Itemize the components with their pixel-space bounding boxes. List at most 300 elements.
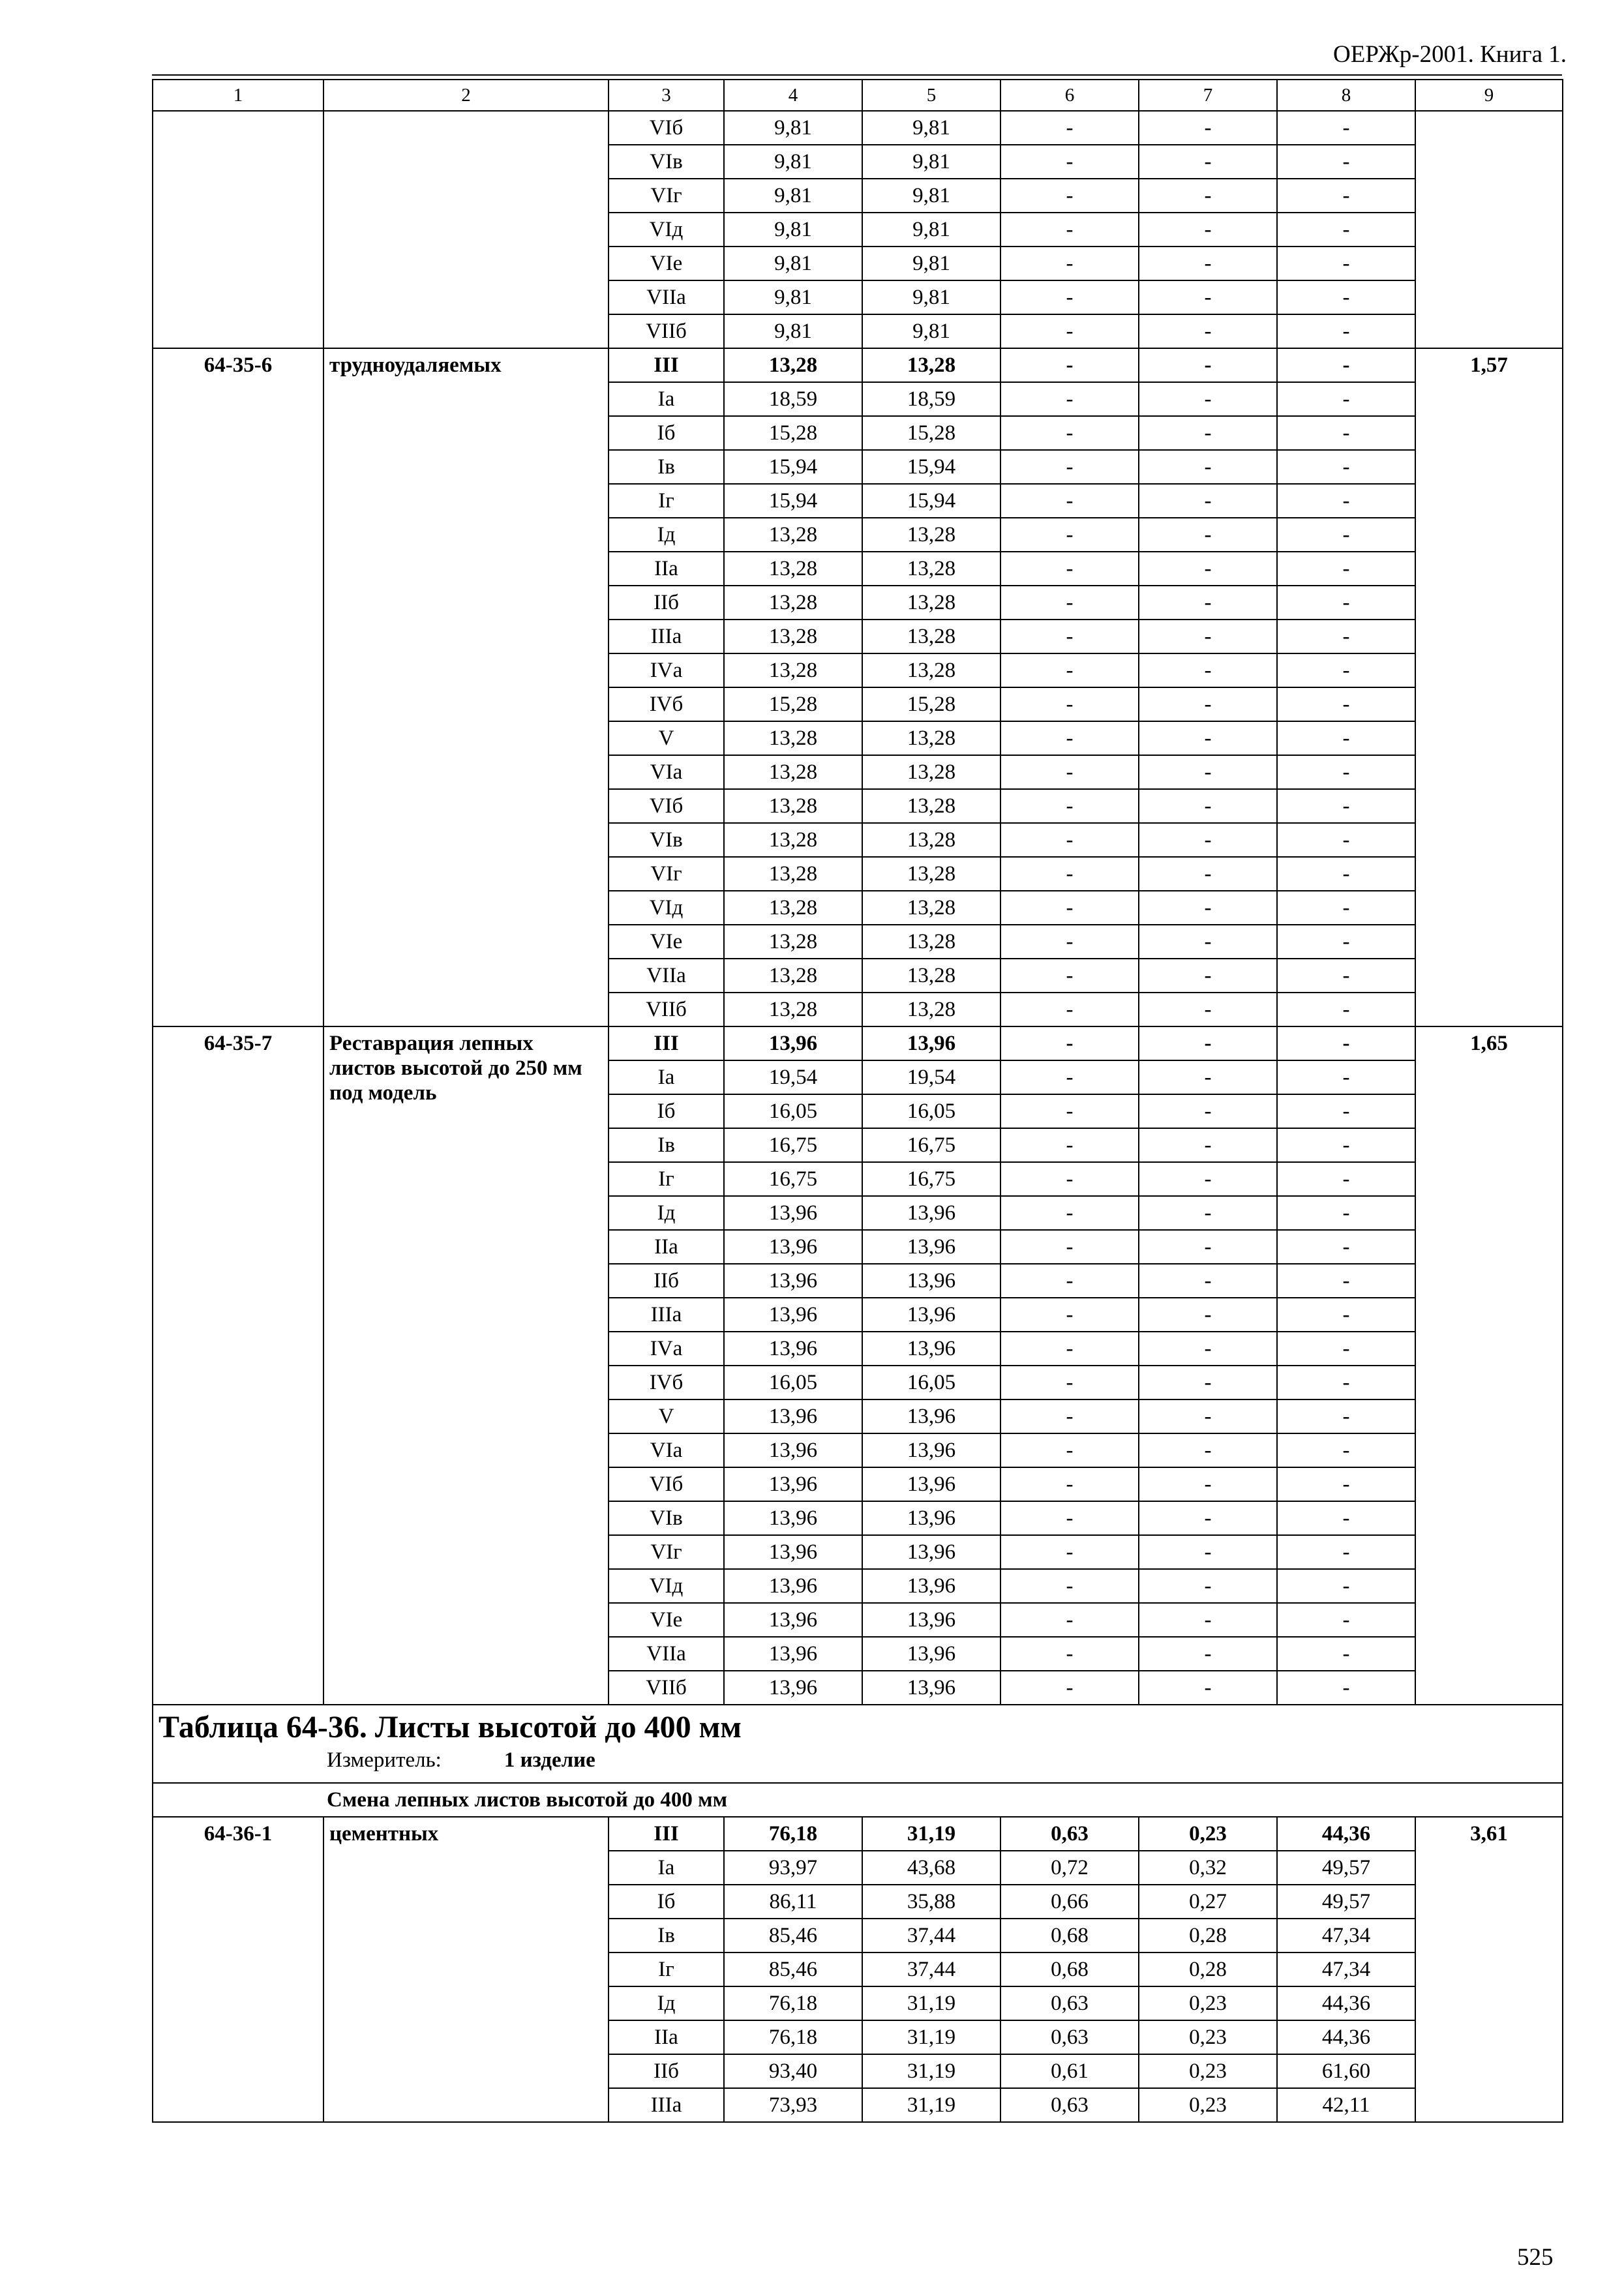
operator-wage-cell: - <box>1139 314 1277 348</box>
labor-cost-cell: 13,96 <box>862 1535 1000 1569</box>
labor-cost-cell: 9,81 <box>862 213 1000 247</box>
operator-wage-cell: - <box>1139 213 1277 247</box>
labor-cost-cell: 35,88 <box>862 1885 1000 1919</box>
table-heading-row <box>153 1705 1563 1783</box>
labor-cost-cell: 13,28 <box>862 925 1000 959</box>
total-cost-cell: 9,81 <box>724 314 862 348</box>
measure-value: 1 изделие <box>504 1748 595 1772</box>
total-cost-cell: 13,28 <box>724 891 862 925</box>
labor-cost-cell: 16,75 <box>862 1128 1000 1162</box>
labor-cost-cell: 13,96 <box>862 1467 1000 1501</box>
materials-cost-cell: - <box>1277 1298 1415 1332</box>
labor-cost-cell: 13,28 <box>862 755 1000 789</box>
machine-cost-cell: - <box>1000 179 1139 213</box>
total-cost-cell: 9,81 <box>724 111 862 145</box>
operator-wage-cell: 0,32 <box>1139 1851 1277 1885</box>
column-number-7: 7 <box>1139 80 1277 111</box>
total-cost-cell: 13,28 <box>724 925 862 959</box>
total-cost-cell: 13,96 <box>724 1603 862 1637</box>
total-cost-cell: 9,81 <box>724 213 862 247</box>
labor-cost-cell: 9,81 <box>862 314 1000 348</box>
operator-wage-cell: 0,27 <box>1139 1885 1277 1919</box>
machine-cost-cell: - <box>1000 1501 1139 1535</box>
machine-cost-cell: - <box>1000 823 1139 857</box>
total-cost-cell: 13,28 <box>724 620 862 653</box>
operator-wage-cell: - <box>1139 416 1277 450</box>
operator-wage-cell: - <box>1139 823 1277 857</box>
materials-cost-cell: - <box>1277 1637 1415 1671</box>
operator-wage-cell: - <box>1139 1671 1277 1705</box>
labor-cost-cell: 43,68 <box>862 1851 1000 1885</box>
operator-wage-cell: - <box>1139 1366 1277 1399</box>
materials-cost-cell: - <box>1277 111 1415 145</box>
zone-cell: VIIб <box>609 314 724 348</box>
labor-cost-cell: 9,81 <box>862 111 1000 145</box>
labor-cost-cell: 31,19 <box>862 2088 1000 2122</box>
operator-wage-cell: - <box>1139 1298 1277 1332</box>
materials-cost-cell: - <box>1277 179 1415 213</box>
labor-cost-cell: 15,94 <box>862 484 1000 518</box>
zone-cell: VIIа <box>609 280 724 314</box>
section-heading-row <box>153 1783 1563 1817</box>
labor-cost-cell: 13,96 <box>862 1026 1000 1060</box>
labor-cost-cell: 13,96 <box>862 1671 1000 1705</box>
operator-wage-cell: - <box>1139 179 1277 213</box>
machine-cost-cell: - <box>1000 891 1139 925</box>
materials-cost-cell: - <box>1277 1196 1415 1230</box>
zone-cell: VIIб <box>609 993 724 1026</box>
materials-cost-cell: - <box>1277 1094 1415 1128</box>
operator-wage-cell: - <box>1139 1264 1277 1298</box>
labor-cost-cell: 37,44 <box>862 1919 1000 1952</box>
materials-cost-cell: - <box>1277 280 1415 314</box>
total-cost-cell: 13,28 <box>724 993 862 1026</box>
operator-wage-cell: - <box>1139 586 1277 620</box>
operator-wage-cell: - <box>1139 1399 1277 1433</box>
measure-label: Измеритель: <box>327 1748 442 1772</box>
work-description: цементных <box>323 1817 609 2122</box>
machine-cost-cell: - <box>1000 755 1139 789</box>
zone-cell: VIе <box>609 1603 724 1637</box>
labor-cost-cell: 13,28 <box>862 721 1000 755</box>
materials-cost-cell: - <box>1277 450 1415 484</box>
materials-cost-cell: 44,36 <box>1277 2020 1415 2054</box>
operator-wage-cell: - <box>1139 1162 1277 1196</box>
operator-wage-cell: - <box>1139 1467 1277 1501</box>
operator-wage-cell: - <box>1139 1230 1277 1264</box>
operator-wage-cell: - <box>1139 755 1277 789</box>
machine-cost-cell: - <box>1000 789 1139 823</box>
operator-wage-cell: 0,23 <box>1139 1817 1277 1851</box>
zone-cell: Iа <box>609 1060 724 1094</box>
total-cost-cell: 13,96 <box>724 1298 862 1332</box>
machine-cost-cell: - <box>1000 1569 1139 1603</box>
materials-cost-cell: 47,34 <box>1277 1919 1415 1952</box>
operator-wage-cell: 0,23 <box>1139 1986 1277 2020</box>
machine-cost-cell: - <box>1000 1162 1139 1196</box>
machine-cost-cell: - <box>1000 416 1139 450</box>
operator-wage-cell: - <box>1139 993 1277 1026</box>
labor-cost-cell: 9,81 <box>862 280 1000 314</box>
book-title: ОЕРЖр-2001. Книга 1. <box>1333 41 1567 68</box>
machine-cost-cell: - <box>1000 111 1139 145</box>
total-cost-cell: 13,96 <box>724 1433 862 1467</box>
labor-cost-cell: 13,28 <box>862 620 1000 653</box>
labor-cost-cell: 16,75 <box>862 1162 1000 1196</box>
zone-cell: Iд <box>609 1986 724 2020</box>
materials-cost-cell: - <box>1277 1026 1415 1060</box>
zone-cell: IVа <box>609 1332 724 1366</box>
labor-hours-cell: 1,65 <box>1415 1026 1563 1705</box>
zone-cell: VIа <box>609 755 724 789</box>
total-cost-cell: 13,96 <box>724 1230 862 1264</box>
operator-wage-cell: 0,23 <box>1139 2054 1277 2088</box>
zone-cell: VIе <box>609 925 724 959</box>
operator-wage-cell: - <box>1139 620 1277 653</box>
labor-cost-cell: 13,96 <box>862 1569 1000 1603</box>
column-number-9: 9 <box>1415 80 1563 111</box>
machine-cost-cell: - <box>1000 1366 1139 1399</box>
zone-cell: VIб <box>609 789 724 823</box>
machine-cost-cell: - <box>1000 653 1139 687</box>
operator-wage-cell: 0,28 <box>1139 1952 1277 1986</box>
operator-wage-cell: - <box>1139 1603 1277 1637</box>
zone-cell: Iв <box>609 1128 724 1162</box>
labor-cost-cell: 13,28 <box>862 823 1000 857</box>
operator-wage-cell: - <box>1139 1433 1277 1467</box>
total-cost-cell: 13,28 <box>724 653 862 687</box>
labor-cost-cell: 13,96 <box>862 1433 1000 1467</box>
total-cost-cell: 16,05 <box>724 1094 862 1128</box>
operator-wage-cell: - <box>1139 382 1277 416</box>
machine-cost-cell: - <box>1000 1196 1139 1230</box>
operator-wage-cell: - <box>1139 1332 1277 1366</box>
work-description <box>323 111 609 348</box>
zone-cell: VIе <box>609 247 724 280</box>
zone-cell: VIб <box>609 111 724 145</box>
zone-cell: Iв <box>609 1919 724 1952</box>
column-number-5: 5 <box>862 80 1000 111</box>
operator-wage-cell: - <box>1139 857 1277 891</box>
machine-cost-cell: - <box>1000 484 1139 518</box>
materials-cost-cell: 49,57 <box>1277 1851 1415 1885</box>
work-description: трудноудаляемых <box>323 348 609 1026</box>
total-cost-cell: 13,28 <box>724 518 862 552</box>
machine-cost-cell: - <box>1000 1332 1139 1366</box>
zone-cell: Iа <box>609 1851 724 1885</box>
zone-cell: III <box>609 348 724 382</box>
machine-cost-cell: - <box>1000 1399 1139 1433</box>
zone-cell: III <box>609 1817 724 1851</box>
machine-cost-cell: - <box>1000 721 1139 755</box>
materials-cost-cell: - <box>1277 789 1415 823</box>
operator-wage-cell: - <box>1139 1535 1277 1569</box>
total-cost-cell: 13,28 <box>724 789 862 823</box>
materials-cost-cell: - <box>1277 687 1415 721</box>
materials-cost-cell: - <box>1277 925 1415 959</box>
materials-cost-cell: - <box>1277 586 1415 620</box>
machine-cost-cell: - <box>1000 382 1139 416</box>
operator-wage-cell: 0,23 <box>1139 2020 1277 2054</box>
operator-wage-cell: - <box>1139 247 1277 280</box>
total-cost-cell: 93,97 <box>724 1851 862 1885</box>
machine-cost-cell: - <box>1000 145 1139 179</box>
labor-cost-cell: 15,94 <box>862 450 1000 484</box>
operator-wage-cell: - <box>1139 145 1277 179</box>
total-cost-cell: 13,96 <box>724 1535 862 1569</box>
materials-cost-cell: - <box>1277 348 1415 382</box>
operator-wage-cell: - <box>1139 653 1277 687</box>
zone-cell: IVа <box>609 653 724 687</box>
operator-wage-cell: - <box>1139 450 1277 484</box>
zone-cell: Iг <box>609 484 724 518</box>
materials-cost-cell: 61,60 <box>1277 2054 1415 2088</box>
labor-cost-cell: 16,05 <box>862 1094 1000 1128</box>
materials-cost-cell: - <box>1277 484 1415 518</box>
machine-cost-cell: - <box>1000 1603 1139 1637</box>
zone-cell: Iд <box>609 518 724 552</box>
materials-cost-cell: - <box>1277 518 1415 552</box>
total-cost-cell: 13,28 <box>724 755 862 789</box>
zone-cell: IIIа <box>609 2088 724 2122</box>
materials-cost-cell: - <box>1277 1366 1415 1399</box>
labor-cost-cell: 9,81 <box>862 179 1000 213</box>
labor-hours-cell <box>1415 111 1563 348</box>
page-number: 525 <box>1517 2244 1554 2271</box>
zone-cell: III <box>609 1026 724 1060</box>
rates-table <box>152 79 1563 2123</box>
total-cost-cell: 16,75 <box>724 1128 862 1162</box>
labor-hours-cell: 3,61 <box>1415 1817 1563 2122</box>
total-cost-cell: 15,94 <box>724 450 862 484</box>
labor-hours-cell: 1,57 <box>1415 348 1563 1026</box>
zone-cell: VIд <box>609 891 724 925</box>
machine-cost-cell: - <box>1000 1060 1139 1094</box>
total-cost-cell: 13,96 <box>724 1332 862 1366</box>
materials-cost-cell: - <box>1277 1569 1415 1603</box>
machine-cost-cell: - <box>1000 450 1139 484</box>
zone-cell: Iг <box>609 1162 724 1196</box>
table-row <box>153 1026 1563 1060</box>
materials-cost-cell: - <box>1277 1433 1415 1467</box>
zone-cell: IIIа <box>609 1298 724 1332</box>
total-cost-cell: 18,59 <box>724 382 862 416</box>
materials-cost-cell: - <box>1277 1162 1415 1196</box>
machine-cost-cell: - <box>1000 959 1139 993</box>
materials-cost-cell: - <box>1277 1467 1415 1501</box>
zone-cell: Iа <box>609 382 724 416</box>
zone-cell: VIIа <box>609 959 724 993</box>
total-cost-cell: 85,46 <box>724 1952 862 1986</box>
labor-cost-cell: 13,96 <box>862 1332 1000 1366</box>
machine-cost-cell: - <box>1000 518 1139 552</box>
total-cost-cell: 73,93 <box>724 2088 862 2122</box>
machine-cost-cell: - <box>1000 1094 1139 1128</box>
labor-cost-cell: 13,28 <box>862 891 1000 925</box>
materials-cost-cell: - <box>1277 1230 1415 1264</box>
total-cost-cell: 13,96 <box>724 1467 862 1501</box>
labor-cost-cell: 13,28 <box>862 348 1000 382</box>
total-cost-cell: 16,05 <box>724 1366 862 1399</box>
machine-cost-cell: - <box>1000 620 1139 653</box>
labor-cost-cell: 13,96 <box>862 1196 1000 1230</box>
materials-cost-cell: - <box>1277 213 1415 247</box>
materials-cost-cell: - <box>1277 653 1415 687</box>
total-cost-cell: 15,94 <box>724 484 862 518</box>
operator-wage-cell: - <box>1139 552 1277 586</box>
total-cost-cell: 13,28 <box>724 721 862 755</box>
machine-cost-cell: - <box>1000 552 1139 586</box>
total-cost-cell: 9,81 <box>724 247 862 280</box>
machine-cost-cell: - <box>1000 1433 1139 1467</box>
total-cost-cell: 13,28 <box>724 552 862 586</box>
materials-cost-cell: - <box>1277 721 1415 755</box>
materials-cost-cell: - <box>1277 552 1415 586</box>
total-cost-cell: 13,28 <box>724 348 862 382</box>
zone-cell: VIг <box>609 857 724 891</box>
operator-wage-cell: - <box>1139 1569 1277 1603</box>
zone-cell: V <box>609 1399 724 1433</box>
column-number-1: 1 <box>153 80 323 111</box>
materials-cost-cell: - <box>1277 823 1415 857</box>
total-cost-cell: 13,28 <box>724 823 862 857</box>
operator-wage-cell: - <box>1139 1196 1277 1230</box>
zone-cell: Iв <box>609 450 724 484</box>
total-cost-cell: 13,28 <box>724 959 862 993</box>
zone-cell: IIа <box>609 2020 724 2054</box>
materials-cost-cell: - <box>1277 382 1415 416</box>
total-cost-cell: 13,28 <box>724 857 862 891</box>
zone-cell: IVб <box>609 1366 724 1399</box>
labor-cost-cell: 15,28 <box>862 416 1000 450</box>
labor-cost-cell: 13,96 <box>862 1264 1000 1298</box>
materials-cost-cell: - <box>1277 1603 1415 1637</box>
machine-cost-cell: 0,61 <box>1000 2054 1139 2088</box>
machine-cost-cell: - <box>1000 280 1139 314</box>
total-cost-cell: 16,75 <box>724 1162 862 1196</box>
materials-cost-cell: - <box>1277 755 1415 789</box>
labor-cost-cell: 13,28 <box>862 857 1000 891</box>
operator-wage-cell: - <box>1139 484 1277 518</box>
total-cost-cell: 86,11 <box>724 1885 862 1919</box>
column-number-6: 6 <box>1000 80 1139 111</box>
labor-cost-cell: 31,19 <box>862 1817 1000 1851</box>
zone-cell: Iг <box>609 1952 724 1986</box>
zone-cell: VIIб <box>609 1671 724 1705</box>
materials-cost-cell: - <box>1277 1128 1415 1162</box>
total-cost-cell: 13,96 <box>724 1399 862 1433</box>
operator-wage-cell: - <box>1139 111 1277 145</box>
zone-cell: Iд <box>609 1196 724 1230</box>
materials-cost-cell: - <box>1277 1535 1415 1569</box>
machine-cost-cell: 0,68 <box>1000 1919 1139 1952</box>
materials-cost-cell: - <box>1277 620 1415 653</box>
machine-cost-cell: - <box>1000 993 1139 1026</box>
total-cost-cell: 13,96 <box>724 1264 862 1298</box>
table-row <box>153 348 1563 382</box>
rate-code: 64-36-1 <box>153 1817 323 2122</box>
rate-code: 64-35-6 <box>153 348 323 1026</box>
materials-cost-cell: - <box>1277 1671 1415 1705</box>
column-number-2: 2 <box>323 80 609 111</box>
machine-cost-cell: - <box>1000 314 1139 348</box>
operator-wage-cell: - <box>1139 925 1277 959</box>
labor-cost-cell: 13,28 <box>862 789 1000 823</box>
total-cost-cell: 9,81 <box>724 179 862 213</box>
zone-cell: Iб <box>609 1094 724 1128</box>
zone-cell: VIг <box>609 179 724 213</box>
machine-cost-cell: - <box>1000 213 1139 247</box>
zone-cell: V <box>609 721 724 755</box>
materials-cost-cell: 44,36 <box>1277 1986 1415 2020</box>
machine-cost-cell: - <box>1000 925 1139 959</box>
materials-cost-cell: - <box>1277 145 1415 179</box>
total-cost-cell: 15,28 <box>724 687 862 721</box>
column-number-4: 4 <box>724 80 862 111</box>
materials-cost-cell: 42,11 <box>1277 2088 1415 2122</box>
labor-cost-cell: 13,96 <box>862 1603 1000 1637</box>
table-title: Таблица 64-36. Листы высотой до 400 мм <box>158 1710 742 1744</box>
operator-wage-cell: - <box>1139 518 1277 552</box>
labor-cost-cell: 18,59 <box>862 382 1000 416</box>
materials-cost-cell: - <box>1277 993 1415 1026</box>
machine-cost-cell: 0,63 <box>1000 1817 1139 1851</box>
rate-code: 64-35-7 <box>153 1026 323 1705</box>
zone-cell: VIв <box>609 1501 724 1535</box>
operator-wage-cell: - <box>1139 1637 1277 1671</box>
labor-cost-cell: 13,96 <box>862 1637 1000 1671</box>
labor-cost-cell: 9,81 <box>862 247 1000 280</box>
labor-cost-cell: 13,96 <box>862 1298 1000 1332</box>
work-description: Реставрация лепных листов высотой до 250 мм под модель <box>323 1026 609 1705</box>
zone-cell: IIб <box>609 1264 724 1298</box>
rate-code <box>153 111 323 348</box>
total-cost-cell: 13,96 <box>724 1569 862 1603</box>
operator-wage-cell: - <box>1139 687 1277 721</box>
materials-cost-cell: - <box>1277 314 1415 348</box>
labor-cost-cell: 37,44 <box>862 1952 1000 1986</box>
machine-cost-cell: - <box>1000 1026 1139 1060</box>
total-cost-cell: 15,28 <box>724 416 862 450</box>
section-heading: Смена лепных листов высотой до 400 мм <box>153 1783 1563 1817</box>
materials-cost-cell: - <box>1277 1060 1415 1094</box>
materials-cost-cell: - <box>1277 416 1415 450</box>
labor-cost-cell: 19,54 <box>862 1060 1000 1094</box>
labor-cost-cell: 31,19 <box>862 2054 1000 2088</box>
zone-cell: VIв <box>609 145 724 179</box>
operator-wage-cell: - <box>1139 1094 1277 1128</box>
machine-cost-cell: - <box>1000 1637 1139 1671</box>
total-cost-cell: 85,46 <box>724 1919 862 1952</box>
labor-cost-cell: 13,28 <box>862 552 1000 586</box>
operator-wage-cell: - <box>1139 891 1277 925</box>
zone-cell: IVб <box>609 687 724 721</box>
column-number-3: 3 <box>609 80 724 111</box>
materials-cost-cell: 49,57 <box>1277 1885 1415 1919</box>
machine-cost-cell: 0,68 <box>1000 1952 1139 1986</box>
machine-cost-cell: 0,63 <box>1000 2088 1139 2122</box>
materials-cost-cell: - <box>1277 959 1415 993</box>
labor-cost-cell: 13,96 <box>862 1501 1000 1535</box>
zone-cell: IIб <box>609 2054 724 2088</box>
total-cost-cell: 13,28 <box>724 586 862 620</box>
machine-cost-cell: - <box>1000 687 1139 721</box>
operator-wage-cell: 0,23 <box>1139 2088 1277 2122</box>
labor-cost-cell: 9,81 <box>862 145 1000 179</box>
zone-cell: VIа <box>609 1433 724 1467</box>
labor-cost-cell: 31,19 <box>862 2020 1000 2054</box>
machine-cost-cell: - <box>1000 1264 1139 1298</box>
